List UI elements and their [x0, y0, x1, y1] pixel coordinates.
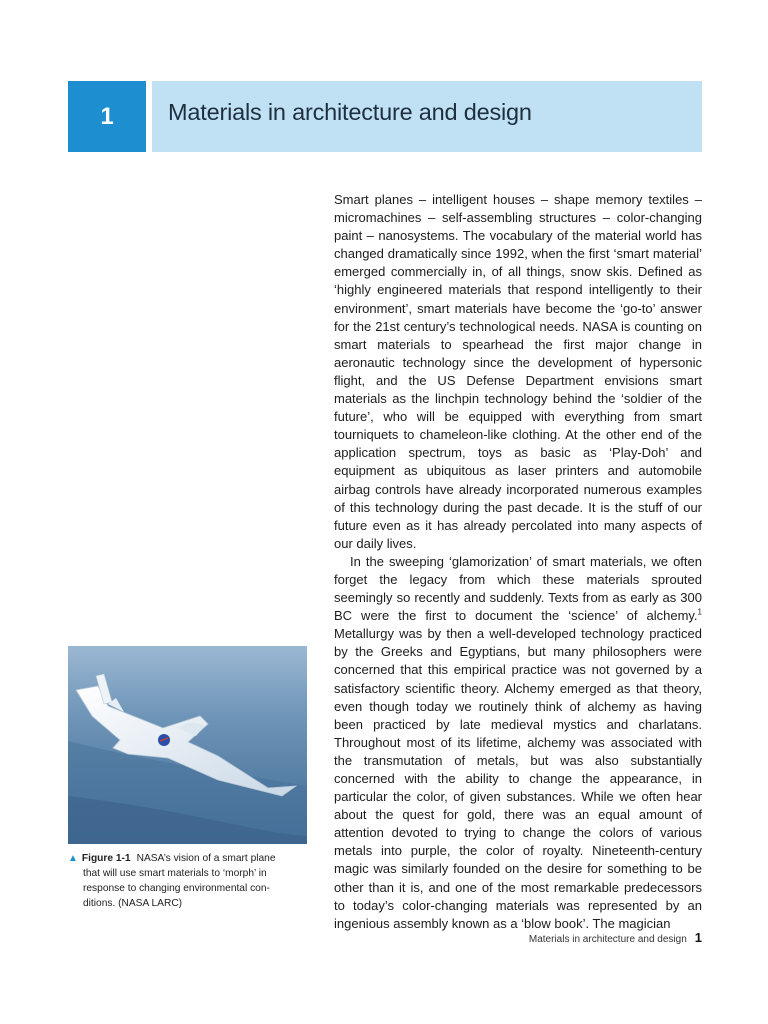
caption-text-1: NASA’s vision of a smart plane — [136, 853, 276, 864]
chapter-number: 1 — [100, 102, 114, 130]
body-text-column — [334, 191, 702, 933]
footer-running-title: Materials in architecture and design — [528, 934, 687, 945]
chapter-title-band — [152, 81, 702, 152]
caption-line-2: that will use smart materials to ‘morph’ in — [83, 868, 267, 879]
paragraph-1: Smart planes – intelligent houses – shape memory textiles – micromachines – self-assembling structures – color-changing paint – nanosystems. The vocabulary of the material world has changed dramatically since 1992, when the first ‘smart material’ emerged commercially in, of all things, snow skis. Defined as ‘highly engineered materials that respond intelligently to their environment’, smart materials have become the ‘go-to’ answer for the 21st century’s technological needs. NASA is counting on smart materials to spearhead the first major change in aeronautic technology since the development of hypersonic flight, and the US Defense Department envisions smart materials as the linchpin technology behind the ‘soldier of the future’, who will be equipped with everything from smart tourniquets to chameleon-like clothing. At the other end of the application spectrum, toys as basic as ‘Play-Doh’ and equipment as ubiquitous as laser printers and automobile airbag controls have already incorporated numerous examples of this technology during the past decade. It is the stuff of our future even as it has already percolated into many aspects of our daily lives. — [334, 192, 702, 551]
caption-line-1 — [68, 851, 307, 866]
paragraph-2-part-a: In the sweeping ‘glamorization’ of smart materials, we often forget the legacy from which these materials sprouted seemingly so recently and suddenly. Texts from as early as 300 BC were the first to document the ‘science’ of alchemy. — [334, 553, 702, 624]
paragraph-2-part-b: Metallurgy was by then a well-developed technology practiced by the Greeks and Egyptians, but many philosophers were concerned that this empirical practice was not governed by a satisfactory scientific theory. Alchemy emerged as that theory, even though today we routinely think of alchemy as having been practiced by late medieval mystics and charlatans. Throughout most of its lifetime, alchemy was associated with the transmutation of metals, but was also substantially concerned with the ability to change the appearance, in particular the color, of given substances. While we often hear about the quest for gold, there was an equal amount of attention devoted to trying to change the colors of various metals into purple, the color of royalty. Nineteenth-century magic was similarly founded on the desire for something to be other than it is, and one of the most remarkable predecessors to today’s color-changing materials was represented by an ingenious assembly known as a ‘blow book’. The magician — [334, 626, 702, 931]
triangle-marker-icon: ▲ — [68, 853, 78, 864]
chapter-title: Materials in architecture and design — [168, 99, 532, 125]
chapter-header — [68, 81, 702, 152]
running-footer — [529, 930, 702, 945]
caption-line-4: ditions. (NASA LARC) — [83, 898, 183, 909]
figure-label: Figure 1-1 — [81, 853, 131, 864]
smart-plane-illustration — [68, 646, 307, 844]
figure-caption — [68, 851, 307, 911]
chapter-number-box — [68, 81, 146, 152]
figure-smart-plane-image — [68, 646, 307, 844]
footnote-reference[interactable]: 1 — [697, 607, 702, 617]
paragraph-2 — [334, 553, 702, 933]
caption-line-3: response to changing environmental con- — [83, 883, 270, 894]
page-number: 1 — [694, 930, 702, 945]
